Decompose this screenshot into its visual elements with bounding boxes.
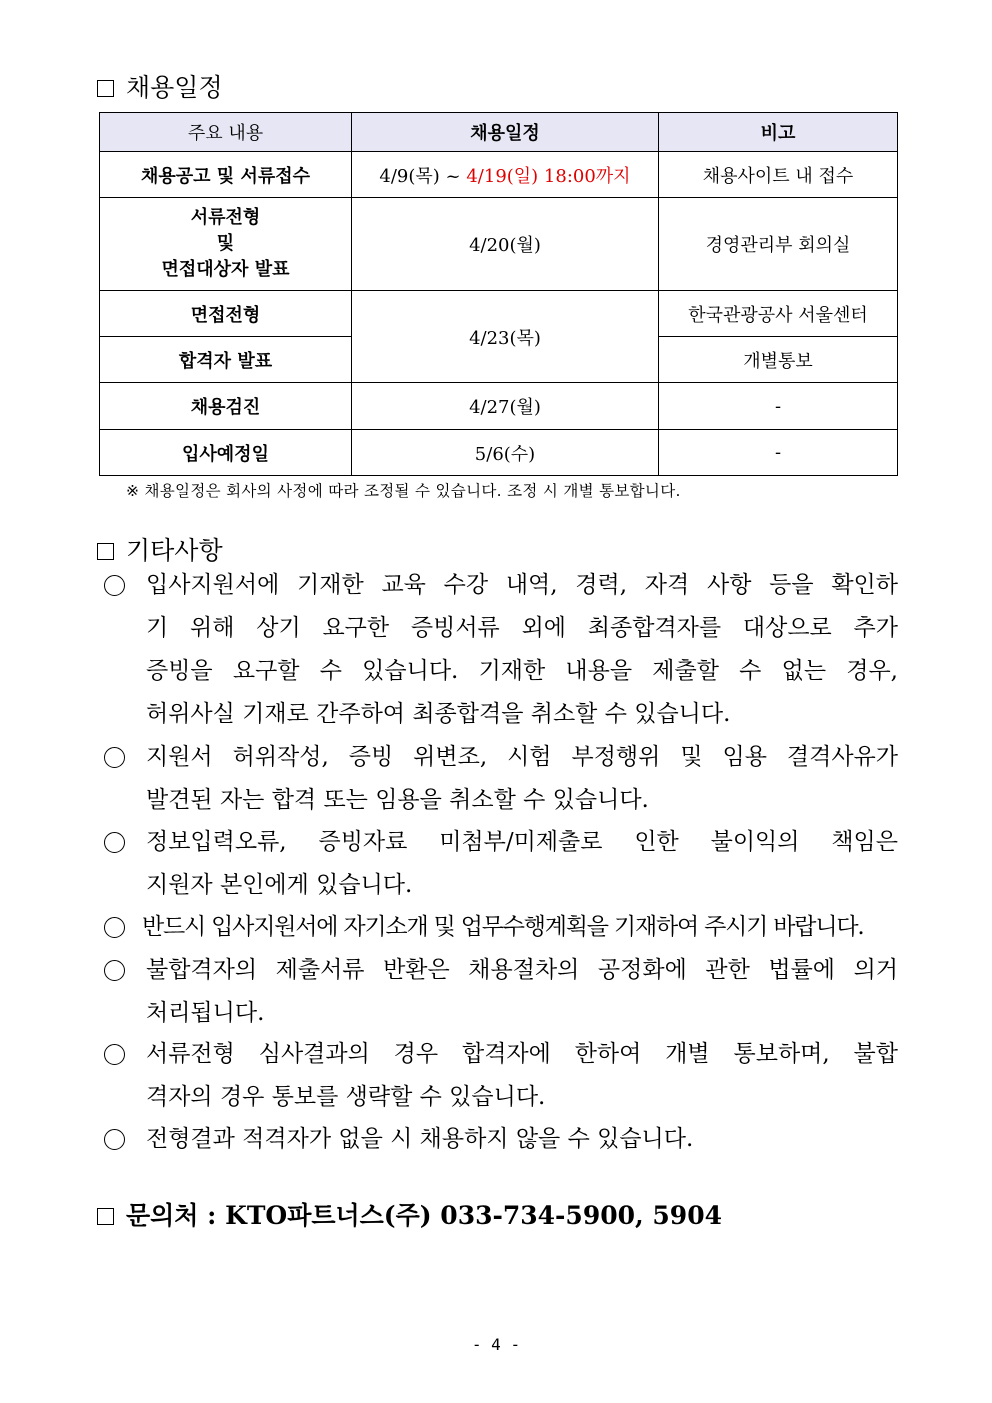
circle-bullet-icon: [104, 917, 125, 938]
row-note: 한국관광공사 서울센터: [659, 291, 898, 337]
row-date: 4/9(목) ~ 4/19(일) 18:00까지: [352, 152, 659, 198]
checkbox-square-icon: [97, 80, 114, 97]
row-item: 합격자 발표: [100, 337, 352, 383]
row-item: 서류전형 및 면접대상자 발표: [100, 198, 352, 291]
schedule-table: [99, 112, 898, 476]
table-row: [100, 383, 898, 430]
circle-bullet-icon: [104, 575, 125, 596]
circle-bullet-icon: [104, 1129, 125, 1150]
row-date: 4/27(월): [352, 383, 659, 430]
circle-bullet-icon: [104, 960, 125, 981]
etc-heading: 기타사항: [97, 536, 223, 566]
table-header-row: [100, 113, 898, 152]
table-row: [100, 152, 898, 198]
contact-line: 문의처 : KTO파트너스(주) 033-734-5900, 5904: [97, 1200, 722, 1232]
row-note: 채용사이트 내 접수: [659, 152, 898, 198]
row-note: -: [659, 383, 898, 430]
row-item: 채용검진: [100, 383, 352, 430]
row-item: 입사예정일: [100, 430, 352, 476]
row-item: 채용공고 및 서류접수: [100, 152, 352, 198]
circle-bullet-icon: [104, 1044, 125, 1065]
document-page: 채용일정 주요 내용 채용일정 비고 채용공고 및 서류접수 4/9(목) ~ 4/19(일) 18:00까지 채용사이트 내 접수 서류전형 및 면접대상자 발표 4/20(월) 경영관리부 회의실 면접전형 4/23(목) 한국관광공사 서울센터 합격자 발표 개별통보 채용검진 4/27(월) - 입사예정일 5/6(수) - ※ 채용일정은 회사의 사정에 따라 조정될 수 있습니다. 조정 시 개별 통보합니다. 기타사항 입사지원서에 기재한 교육 수강 내역, 경력, 자격 사항 등을 확인하 기 위해 상기 요구한 증빙서류 외에 최종합격자를 대상으로 추가 증빙을 요구할 수 있습니다. 기재한 내용을 제출할 수 없는 경우, 허위사실 기재로 간주하여 최종합격을 취소할 수 있습니다. 지원서 허위작성, 증빙 위변조, 시험 부정행위 및 임용 결격사유가 발견된 자는 합격 또는 임용을 취소할 수 있습니다. 정보입력오류, 증빙자료 미첨부/미제출로 인한 불이익의 책임은 지원자 본인에게 있습니다. 반드시 입사지원서에 자기소개 및 업무수행계획을 기재하여 주시기 바랍니다. 불합격자의 제출서류 반환은 채용절차의 공정화에 관한 법률에 의거 처리됩니다. 서류전형 심사결과의 경우 합격자에 한하여 개별 통보하며, 불합 격자의 경우 통보를 생략할 수 있습니다. 전형결과 적격자가 없을 시 채용하지 않을 수 있습니다. 문의처 : KTO파트너스(주) 033-734-5900, 5904 - 4 -: [0, 0, 992, 1403]
checkbox-square-icon: [97, 1208, 114, 1225]
row-note: 개별통보: [659, 337, 898, 383]
page-number: - 4 -: [471, 1335, 521, 1354]
table-row: [100, 430, 898, 476]
row-note: 경영관리부 회의실: [659, 198, 898, 291]
row-date: 5/6(수): [352, 430, 659, 476]
schedule-heading: 채용일정: [97, 73, 223, 103]
schedule-footnote: ※ 채용일정은 회사의 사정에 따라 조정될 수 있습니다. 조정 시 개별 통보합니다.: [126, 482, 681, 500]
row-date: 4/23(목): [352, 291, 659, 383]
row-date: 4/20(월): [352, 198, 659, 291]
checkbox-square-icon: [97, 543, 114, 560]
header-note: 비고: [659, 113, 898, 152]
circle-bullet-icon: [104, 747, 125, 768]
header-item: 주요 내용: [100, 113, 352, 152]
row-note: -: [659, 430, 898, 476]
circle-bullet-icon: [104, 832, 125, 853]
row-item: 면접전형: [100, 291, 352, 337]
table-row: [100, 198, 898, 291]
header-date: 채용일정: [352, 113, 659, 152]
table-row: [100, 291, 898, 337]
